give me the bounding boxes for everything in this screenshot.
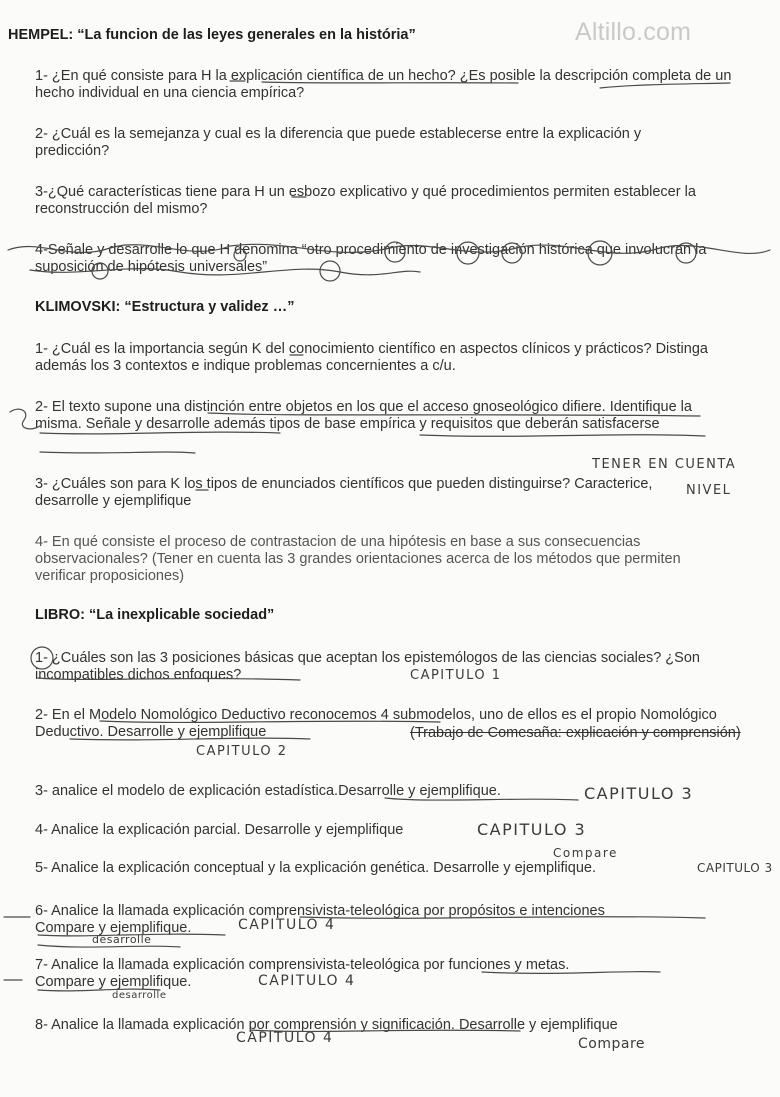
libro-question-1: 1- ¿Cuáles son las 3 posiciones básicas que aceptan los epistemólogos de las ciencias sociales? ¿Son incompatibles dichos enfoques? bbox=[35, 650, 700, 683]
handwritten-note-q6-sub: desarrolle bbox=[92, 933, 152, 946]
libro-question-7-line2: Compare y ejemplifique. bbox=[35, 974, 192, 990]
libro-question-7: 7- Analice la llamada explicación comprensivista-teleológica por funciones y metas. bbox=[35, 957, 570, 973]
handwritten-note-tener: TENER EN CUENTA bbox=[592, 457, 737, 472]
watermark: Altillo.com bbox=[575, 18, 692, 46]
libro-question-2-struck-note: (Trabajo de Comesaña: explicación y comprensión) bbox=[410, 725, 741, 741]
klimovski-question-1: 1- ¿Cuál es la importancia según K del conocimiento científico en aspectos clínicos y prácticos? Distinga además los 3 contextos e indique problemas concernientes a c/u. bbox=[35, 341, 708, 374]
hempel-question-1: 1- ¿En qué consiste para H la explicación científica de un hecho? ¿Es posible la descripción completa de un hecho individual en una ciencia empírica? bbox=[35, 68, 732, 101]
libro-question-3: 3- analice el modelo de explicación estadística.Desarrolle y ejemplifique. bbox=[35, 783, 501, 799]
handwritten-note-q2: CAPITULO 2 bbox=[196, 744, 288, 759]
libro-question-6: 6- Analice la llamada explicación comprensivista-teleológica por propósitos e intenciones bbox=[35, 903, 605, 919]
handwritten-note-q1: CAPITULO 1 bbox=[410, 668, 502, 683]
section-title-klimovski: KLIMOVSKI: “Estructura y validez …” bbox=[35, 299, 295, 315]
klimovski-question-3: 3- ¿Cuáles son para K los tipos de enunciados científicos que pueden distinguirse? Caracterice, desarrolle y ejemplifique bbox=[35, 476, 653, 509]
handwritten-note-q8-compare: Compare bbox=[578, 1036, 646, 1052]
handwritten-note-q8: CAPITULO 4 bbox=[236, 1030, 334, 1046]
handwritten-note-q7: CAPITULO 4 bbox=[258, 973, 356, 989]
klimovski-question-2: 2- El texto supone una distinción entre objetos en los que el acceso gnoseológico difiere. Identifique la misma. Señale y desarrolle además tipos de base empírica y requisitos que deberán satisfacerse bbox=[35, 399, 692, 432]
handwritten-note-q5: CAPITULO 3 bbox=[697, 861, 773, 875]
handwritten-note-q6: CAPITULO 4 bbox=[238, 917, 336, 933]
libro-question-5: 5- Analice la explicación conceptual y la explicación genética. Desarrolle y ejemplifique. bbox=[35, 860, 596, 876]
hempel-question-2: 2- ¿Cuál es la semejanza y cual es la diferencia que puede establecerse entre la explicación y predicción? bbox=[35, 126, 642, 159]
hempel-question-4: 4-Señale y desarrolle lo que H denomina “otro procedimiento de investigación histórica que involucran la suposición de hipótesis universales” bbox=[35, 242, 707, 275]
handwritten-note-q5-compare: Compare bbox=[553, 846, 618, 860]
libro-question-8: 8- Analice la llamada explicación por comprensión y significación. Desarrolle y ejemplifique bbox=[35, 1017, 618, 1033]
libro-question-4: 4- Analice la explicación parcial. Desarrolle y ejemplifique bbox=[35, 822, 404, 838]
hempel-question-3: 3-¿Qué características tiene para H un esbozo explicativo y qué procedimientos permiten establecer la reconstrucción del mismo? bbox=[35, 184, 696, 217]
handwritten-note-q4: CAPITULO 3 bbox=[477, 820, 587, 839]
section-title-hempel: HEMPEL: “La funcion de las leyes generales en la história” bbox=[8, 27, 416, 43]
handwritten-note-nivel: NIVEL bbox=[686, 483, 732, 498]
handwritten-note-q7-sub: desarrolle bbox=[112, 990, 167, 1001]
handwritten-note-q3: CAPITULO 3 bbox=[584, 784, 694, 803]
libro-question-6-line2: Compare y ejemplifique. bbox=[35, 920, 192, 936]
libro-question-2: 2- En el Modelo Nomológico Deductivo reconocemos 4 submodelos, uno de ellos es el propio Nomológico Deductivo. Desarrolle y ejemplifique bbox=[35, 707, 717, 740]
section-title-libro: LIBRO: “La inexplicable sociedad” bbox=[35, 607, 275, 623]
klimovski-question-4: 4- En qué consiste el proceso de contrastacion de una hipótesis en base a sus consecuencias observacionales? (Tener en cuenta las 3 grandes orientaciones acerca de los métodos que permiten verificar proposiciones) bbox=[35, 534, 681, 584]
